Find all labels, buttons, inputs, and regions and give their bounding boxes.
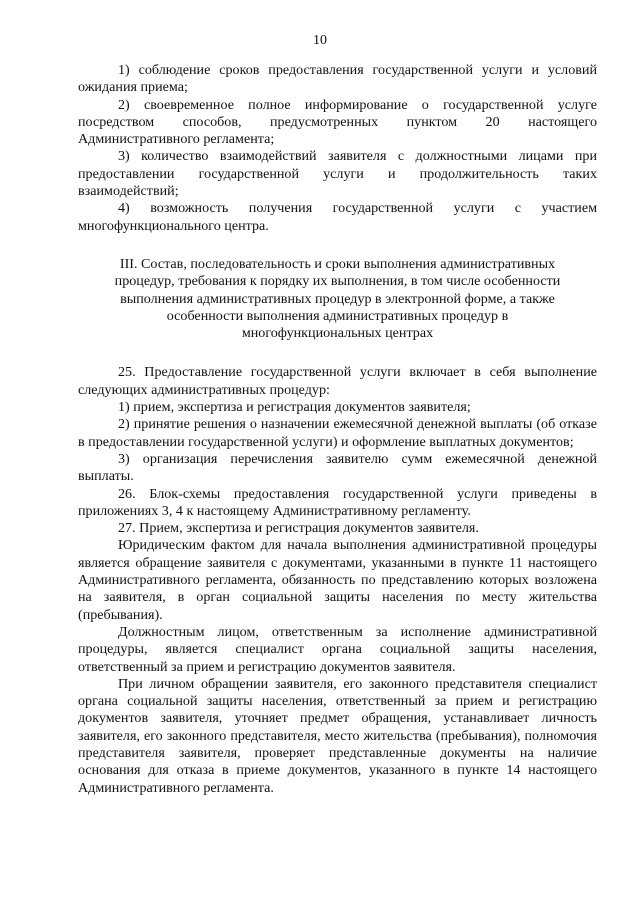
procedure-item-1: 1) прием, экспертиза и регистрация документов заявителя;	[118, 399, 471, 416]
page-number: 10	[313, 33, 327, 48]
list-item-4: 4) возможность получения государственной услуги с участием многофункционального центра.	[78, 200, 597, 234]
list-item-1: 1) соблюдение сроков предоставления государственной услуги и условий ожидания приема;	[78, 62, 597, 96]
procedure-item-2: 2) принятие решения о назначении ежемесячной денежной выплаты (об отказе в предоставлении государственной услуги) и оформление выплатных документов;	[78, 416, 597, 450]
section-heading-line: многофункциональных центрах	[241, 325, 434, 342]
legal-fact-paragraph: Юридическим фактом для начала выполнения административной процедуры является обращение заявителя с документами, указанными в пункте 11 настоящего Административного регламента, обязанность по представлению которых возложена на заявителя, в орган социальной защиты населения по месту жительства (пребывания).	[78, 537, 597, 623]
section-heading-line: особенности выполнения административных процедур в	[166, 307, 509, 324]
personal-appeal-paragraph: При личном обращении заявителя, его законного представителя специалист органа социальной защиты населения, ответственный за прием и регистрацию документов заявителя, уточняет предмет обращения, устанавливает личность заявителя, его законного представителя, место жительства (пребывания), полномочия представителя заявителя, проверяет представленные документы на наличие основания для отказа в приеме документов, указанного в пункте 14 настоящего Административного регламента.	[78, 675, 597, 796]
responsible-official-paragraph: Должностным лицом, ответственным за исполнение административной процедуры, является специалист органа социальной защиты населения, ответственный за прием и регистрацию документов заявителя.	[78, 623, 597, 675]
section-heading	[78, 256, 597, 342]
section-heading-line: выполнения административных процедур в электронной форме, а также	[120, 290, 555, 307]
section-heading-line: III. Состав, последовательность и сроки выполнения административных	[119, 255, 556, 272]
paragraph-26: 26. Блок-схемы предоставления государственной услуги приведены в приложениях 3, 4 к настоящему Административному регламенту.	[78, 485, 597, 519]
list-item-2: 2) своевременное полное информирование о государственной услуге посредством способов, предусмотренных пунктом 20 настоящего Административного регламента;	[78, 96, 597, 148]
procedure-item-3: 3) организация перечисления заявителю сумм ежемесячной денежной выплаты.	[78, 450, 597, 485]
paragraph-27: 27. Прием, экспертиза и регистрация документов заявителя.	[118, 520, 479, 537]
list-item-3: 3) количество взаимодействий заявителя с должностными лицами при предоставлении государственной услуги и продолжительность таких взаимодействий;	[78, 148, 597, 200]
paragraph-25: 25. Предоставление государственной услуги включает в себя выполнение следующих административных процедур:	[78, 364, 597, 398]
document-body	[78, 62, 597, 797]
section-heading-line: процедур, требования к порядку их выполнения, в том числе особенности	[114, 273, 561, 290]
